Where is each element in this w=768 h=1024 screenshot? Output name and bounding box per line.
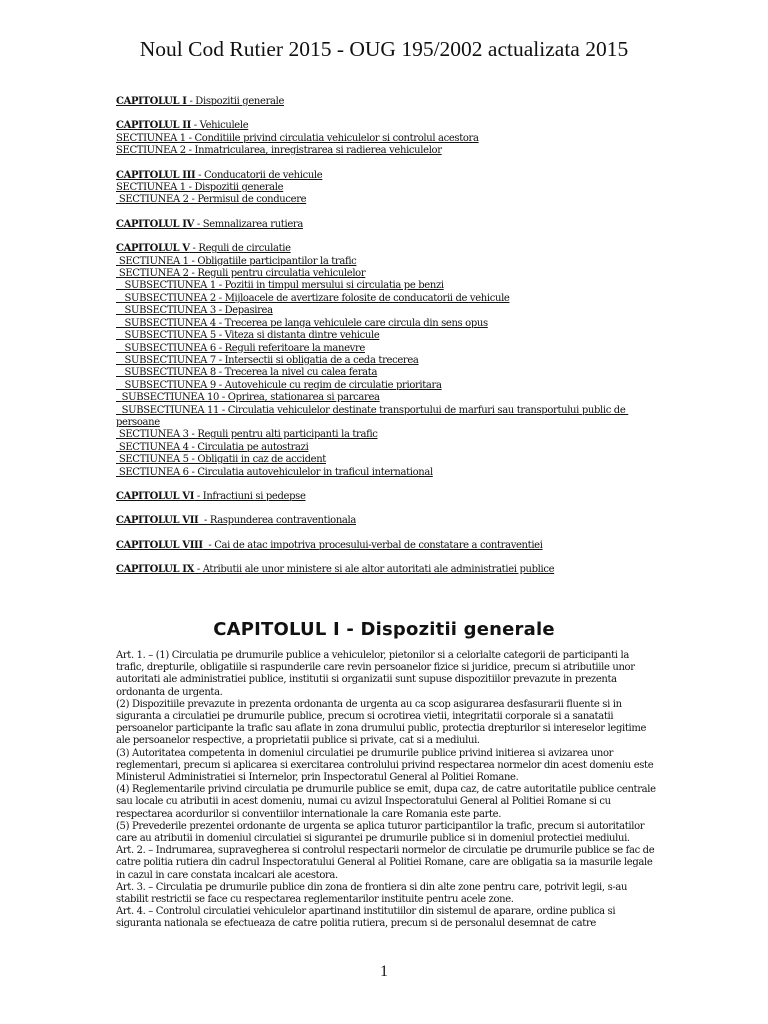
table-of-contents xyxy=(116,96,656,589)
toc-link-text: - Reguli de circulatie xyxy=(189,243,291,255)
article-paragraph: (5) Prevederile prezentei ordonante de urgenta se aplica tuturor participantilor la trafic, precum si autoritatilor care au atributii in domeniul circulatiei si sigurantei pe drumurile publice si in domeniul protectiei mediului. xyxy=(116,820,645,845)
toc-link[interactable] xyxy=(116,170,656,182)
toc-link-text: - Cai de atac impotriva procesului-verbal de constatare a contraventiei xyxy=(202,539,543,551)
toc-link[interactable] xyxy=(116,491,656,503)
toc-link[interactable] xyxy=(116,318,656,330)
toc-link-text: - Semnalizarea rutiera xyxy=(194,218,303,230)
toc-chapter-label: CAPITOLUL V xyxy=(116,243,190,255)
toc-link-text: SUBSECTIUNEA 6 - Reguli referitoare la manevre xyxy=(116,342,365,354)
toc-link-text: - Infractiuni si pedepse xyxy=(194,490,306,502)
toc-group xyxy=(116,219,656,231)
toc-link-text: - Conducatorii de vehicule xyxy=(195,169,323,181)
toc-link-text: SECTIUNEA 1 - Obligatiile participantilor la trafic xyxy=(116,255,357,267)
toc-link-text: SUBSECTIUNEA 7 - Intersectii si obligatia de a ceda trecerea xyxy=(116,354,419,366)
toc-link-text: - Vehiculele xyxy=(190,120,249,132)
toc-group xyxy=(116,96,656,108)
toc-chapter-label: CAPITOLUL II xyxy=(116,120,191,132)
toc-link[interactable] xyxy=(116,194,656,206)
toc-link[interactable] xyxy=(116,280,656,292)
article-paragraph: Art. 1. – (1) Circulatia pe drumurile publice a vehiculelor, pietonilor si a celorlalte categorii de participanti la trafic, drepturile, obligatiile si raspunderile care revin persoanelor fizice si juridice, precum si atributiile unor autoritati ale administratiei publice, institutii si organizatii sunt supuse dispozitiilor prevazute in prezenta ordonanta de urgenta. xyxy=(116,650,635,698)
toc-link-text: SECTIUNEA 2 - Reguli pentru circulatia vehiculelor xyxy=(116,268,366,280)
page-number: 1 xyxy=(380,963,388,980)
toc-link[interactable] xyxy=(116,467,656,479)
toc-link-text: SECTIUNEA 1 - Dispozitii generale xyxy=(116,182,284,194)
toc-link[interactable] xyxy=(116,293,656,305)
toc-chapter-label: CAPITOLUL VII xyxy=(116,515,199,527)
toc-link[interactable] xyxy=(116,392,656,404)
toc-link-text: SECTIUNEA 5 - Obligatii in caz de accident xyxy=(116,454,326,466)
toc-link-text: SUBSECTIUNEA 8 - Trecerea la nivel cu calea ferata xyxy=(116,367,378,379)
toc-link[interactable] xyxy=(116,182,656,194)
toc-link[interactable] xyxy=(116,268,656,280)
toc-link-text: SUBSECTIUNEA 1 - Pozitii in timpul mersului si circulatia pe benzi xyxy=(116,280,444,292)
article-paragraph: (4) Reglementarile privind circulatia pe drumurile publice se emit, dupa caz, de catre autoritatile publice centrale sau locale cu atributii in acest domeniu, numai cu avizul Inspectoratului General al Politiei Romane si cu respectarea acordurilor si conventiilor internationale la care Romania este parte. xyxy=(116,784,656,820)
toc-link[interactable] xyxy=(116,305,656,317)
toc-group xyxy=(116,170,656,207)
toc-link[interactable] xyxy=(116,405,656,430)
toc-link-text: SUBSECTIUNEA 11 - Circulatia vehiculelor destinate transportului de marfuri sau transportului public de persoane xyxy=(116,404,629,428)
chapter-heading: CAPITOLUL I - Dispozitii generale xyxy=(213,619,555,640)
toc-chapter-label: CAPITOLUL IV xyxy=(116,218,195,230)
toc-link[interactable] xyxy=(116,442,656,454)
document-title: Noul Cod Rutier 2015 - OUG 195/2002 actualizata 2015 xyxy=(139,37,629,61)
toc-link-text: SUBSECTIUNEA 5 - Viteza si distanta dintre vehicule xyxy=(116,330,380,342)
toc-chapter-label: CAPITOLUL III xyxy=(116,169,196,181)
toc-link-text: SECTIUNEA 1 - Conditiile privind circulatia vehiculelor si controlul acestora xyxy=(116,132,479,144)
toc-chapter-label: CAPITOLUL VI xyxy=(116,490,195,502)
toc-group xyxy=(116,540,656,552)
article-paragraph: Art. 3. – Circulatia pe drumurile publice din zona de frontiera si din alte zone pentru care, potrivit legii, s-au stabilit restrictii se face cu respectarea reglementarilor instituite pentru acele zone. xyxy=(116,881,628,906)
toc-link-text: - Atributii ale unor ministere si ale altor autoritati ale administratiei publice xyxy=(194,564,555,576)
article-paragraph: (2) Dispozitiile prevazute in prezenta ordonanta de urgenta au ca scop asigurarea desfasurarii fluente si in siguranta a circulatiei pe drumurile publice, precum si ocrotirea vietii, integritatii corporale si a sanatatii persoanelor participante la trafic sau aflate in zona drumului public, protectia drepturilor si intereselor legitime ale persoanelor respective, a proprietatii publice si private, cat si a mediului. xyxy=(116,698,647,747)
toc-link[interactable] xyxy=(116,429,656,441)
toc-link-text: SUBSECTIUNEA 2 - Mijloacele de avertizare folosite de conducatorii de vehicule xyxy=(116,292,510,304)
toc-link-text: SUBSECTIUNEA 9 - Autovehicule cu regim de circulatie prioritara xyxy=(116,379,442,391)
toc-group xyxy=(116,491,656,503)
toc-group xyxy=(116,120,656,157)
toc-link[interactable] xyxy=(116,256,656,268)
toc-chapter-label: CAPITOLUL VIII xyxy=(116,539,203,551)
toc-link[interactable] xyxy=(116,330,656,342)
toc-link[interactable] xyxy=(116,540,656,552)
toc-link-text: SUBSECTIUNEA 10 - Oprirea, stationarea si parcarea xyxy=(116,392,380,404)
toc-link-text: - Dispozitii generale xyxy=(186,96,285,107)
toc-link[interactable] xyxy=(116,355,656,367)
toc-link[interactable] xyxy=(116,454,656,466)
toc-link[interactable] xyxy=(116,343,656,355)
toc-link[interactable] xyxy=(116,96,656,108)
toc-link-text: SECTIUNEA 2 - Inmatricularea, inregistrarea si radierea vehiculelor xyxy=(116,145,442,157)
toc-chapter-label: CAPITOLUL I xyxy=(116,96,187,107)
toc-link[interactable] xyxy=(116,380,656,392)
toc-link-text: SECTIUNEA 2 - Permisul de conducere xyxy=(116,194,307,206)
toc-group xyxy=(116,243,656,479)
article-paragraph: (3) Autoritatea competenta in domeniul circulatiei pe drumurile publice privind initierea si avizarea unor reglementari, precum si aplicarea si exercitarea controlului privind respectarea normelor din acest domeniu este Ministerul Administratiei si Internelor, prin Inspectoratul General al Politiei Romane. xyxy=(116,747,654,784)
toc-link[interactable] xyxy=(116,120,656,132)
toc-link[interactable] xyxy=(116,133,656,145)
toc-link-text: - Raspunderea contraventionala xyxy=(198,515,356,527)
toc-group xyxy=(116,515,656,527)
toc-link[interactable] xyxy=(116,243,656,255)
toc-link[interactable] xyxy=(116,564,656,576)
toc-link[interactable] xyxy=(116,367,656,379)
toc-link[interactable] xyxy=(116,219,656,231)
article-paragraph: Art. 4. – Controlul circulatiei vehiculelor apartinand institutiilor din sistemul de aparare, ordine publica si siguranta nationala se efectueaza de catre politia rutiera, precum si de personalul desemnat de catre xyxy=(116,906,616,930)
toc-link-text: SECTIUNEA 6 - Circulatia autovehiculelor in traficul international xyxy=(116,466,433,478)
toc-link-text: SECTIUNEA 3 - Reguli pentru alti participanti la trafic xyxy=(116,429,378,441)
toc-link[interactable] xyxy=(116,145,656,157)
toc-chapter-label: CAPITOLUL IX xyxy=(116,564,195,576)
chapter-body xyxy=(116,650,656,931)
toc-group xyxy=(116,564,656,576)
toc-link[interactable] xyxy=(116,515,656,527)
toc-link-text: SUBSECTIUNEA 4 - Trecerea pe langa vehiculele care circula din sens opus xyxy=(116,317,488,329)
article-paragraph: Art. 2. – Indrumarea, supravegherea si controlul respectarii normelor de circulatie pe drumurile publice se fac de catre politia rutiera din cadrul Inspectoratului General al Politiei Romane, care are obligatia sa ia masurile legale in cazul in care constata incalcari ale acestora. xyxy=(116,845,655,881)
toc-link-text: SUBSECTIUNEA 3 - Depasirea xyxy=(116,305,273,317)
toc-link-text: SECTIUNEA 4 - Circulatia pe autostrazi xyxy=(116,441,309,453)
